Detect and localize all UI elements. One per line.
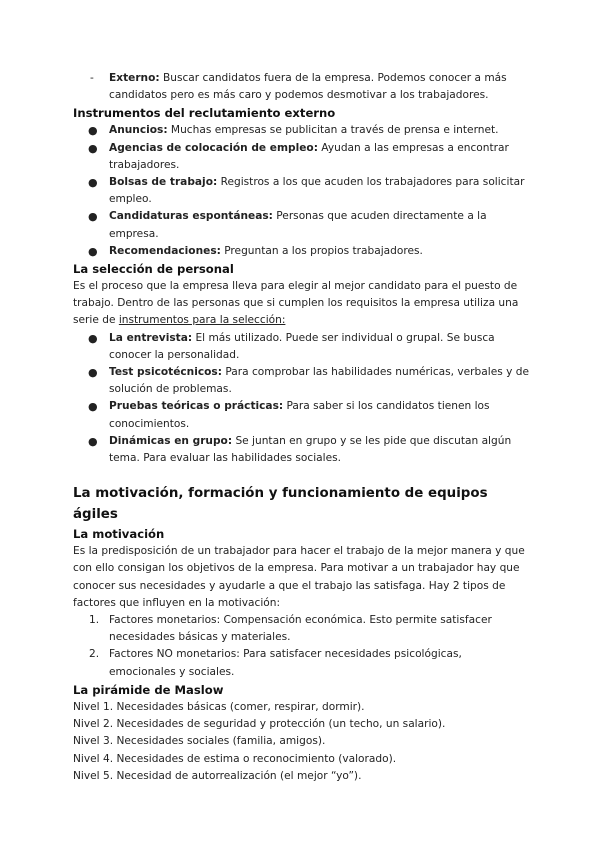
list-item xyxy=(73,208,530,242)
motivacion-text: Es la predisposición de un trabajador para hacer el trabajo de la mejor manera y que con ello consigan los objetivos de la empresa. Para motivar a un trabajador hay que conocer sus necesidades y ayudarle a que el trabajo las satisfaga. Hay 2 tipos de factores que influyen en la motivación: xyxy=(73,545,525,609)
item-term: Candidaturas espontáneas: xyxy=(109,210,273,223)
seleccion-list xyxy=(73,330,530,468)
item-text: Factores NO monetarios: Para satisfacer necesidades psicológicas, emocionales y sociales. xyxy=(109,648,462,678)
intro-underlined-text: instrumentos para la selección: xyxy=(118,314,286,327)
seleccion-intro xyxy=(73,278,530,330)
seleccion-heading: La selección de personal xyxy=(73,262,234,277)
item-term: Anuncios: xyxy=(109,124,168,137)
bullet-marker: ● xyxy=(88,400,98,414)
instrumentos-list xyxy=(73,122,530,260)
bullet-marker: ● xyxy=(88,434,98,448)
item-text: Factores monetarios: Compensación económica. Esto permite satisfacer necesidades básicas y materiales. xyxy=(109,614,492,644)
list-item xyxy=(73,433,530,467)
bullet-marker: ● xyxy=(88,176,98,190)
maslow-level: Nivel 1. Necesidades básicas (comer, respirar, dormir). xyxy=(73,700,365,713)
item-term: Dinámicas en grupo: xyxy=(109,434,233,447)
item-term: Recomendaciones: xyxy=(109,244,221,257)
item-text: Se juntan en grupo y se les pide que discutan algún tema. Para evaluar las habilidades sociales. xyxy=(109,434,512,465)
item-number: 1. xyxy=(89,614,100,627)
item-text: Personas que acuden directamente a la empresa. xyxy=(109,210,487,240)
bullet-marker: ● xyxy=(88,331,98,345)
instrumentos-heading: Instrumentos del reclutamiento externo xyxy=(73,106,336,121)
item-text: Para saber si los candidatos tienen los conocimientos. xyxy=(109,400,490,430)
maslow-level: Nivel 3. Necesidades sociales (familia, amigos). xyxy=(73,735,326,748)
list-item xyxy=(73,646,530,680)
dash-marker: - xyxy=(90,72,94,84)
item-text: El más utilizado. Puede ser individual o grupal. Se busca conocer la personalidad. xyxy=(109,331,495,361)
externo-list xyxy=(73,70,530,104)
bullet-marker: ● xyxy=(88,210,98,224)
factors-list xyxy=(73,612,530,681)
section-title: La motivación, formación y funcionamiento de equipos ágiles xyxy=(73,486,488,523)
item-term: Pruebas teóricas o prácticas: xyxy=(109,400,284,413)
list-item xyxy=(73,243,530,260)
maslow-level: Nivel 2. Necesidades de seguridad y protección (un techo, un salario). xyxy=(73,718,446,731)
item-number: 2. xyxy=(89,648,100,661)
bullet-marker: ● xyxy=(88,366,98,380)
item-term: Test psicotécnicos: xyxy=(109,366,222,379)
item-term: La entrevista: xyxy=(109,331,193,344)
list-item xyxy=(73,612,530,646)
item-term: Externo: xyxy=(109,72,160,84)
list-item xyxy=(73,398,530,432)
bullet-marker: ● xyxy=(88,141,98,155)
maslow-level: Nivel 5. Necesidad de autorrealización (el mejor “yo”). xyxy=(73,769,362,782)
intro-text: Es el proceso que la empresa lleva para elegir al mejor candidato para el puesto de trabajo. Dentro de las personas que si cumplen los requisitos la empresa utiliza una serie de xyxy=(73,280,519,327)
item-text: Preguntan a los propios trabajadores. xyxy=(220,244,423,257)
list-item xyxy=(73,70,530,104)
maslow-level: Nivel 4. Necesidades de estima o reconocimiento (valorado). xyxy=(73,752,397,765)
item-term: Agencias de colocación de empleo: xyxy=(109,141,318,154)
list-item xyxy=(73,140,530,174)
list-item xyxy=(73,330,530,364)
item-text: Buscar candidatos fuera de la empresa. Podemos conocer a más candidatos pero es más caro y podemos desmotivar a los trabajadores. xyxy=(109,72,507,102)
motivacion-heading: La motivación xyxy=(73,527,165,542)
item-text: Ayudan a las empresas a encontrar trabajadores. xyxy=(109,141,509,171)
item-text: Muchas empresas se publicitan a través de prensa e internet. xyxy=(167,124,499,137)
item-text: Para comprobar las habilidades numéricas, verbales y de solución de problemas. xyxy=(109,366,529,396)
list-item xyxy=(73,364,530,398)
maslow-levels xyxy=(73,699,530,785)
item-term: Bolsas de trabajo: xyxy=(109,176,218,189)
maslow-heading: La pirámide de Maslow xyxy=(73,682,224,697)
bullet-marker: ● xyxy=(88,124,98,138)
bullet-marker: ● xyxy=(88,244,98,258)
list-item xyxy=(73,122,530,139)
list-item xyxy=(73,174,530,208)
item-text: Registros a los que acuden los trabajadores para solicitar empleo. xyxy=(109,176,525,206)
